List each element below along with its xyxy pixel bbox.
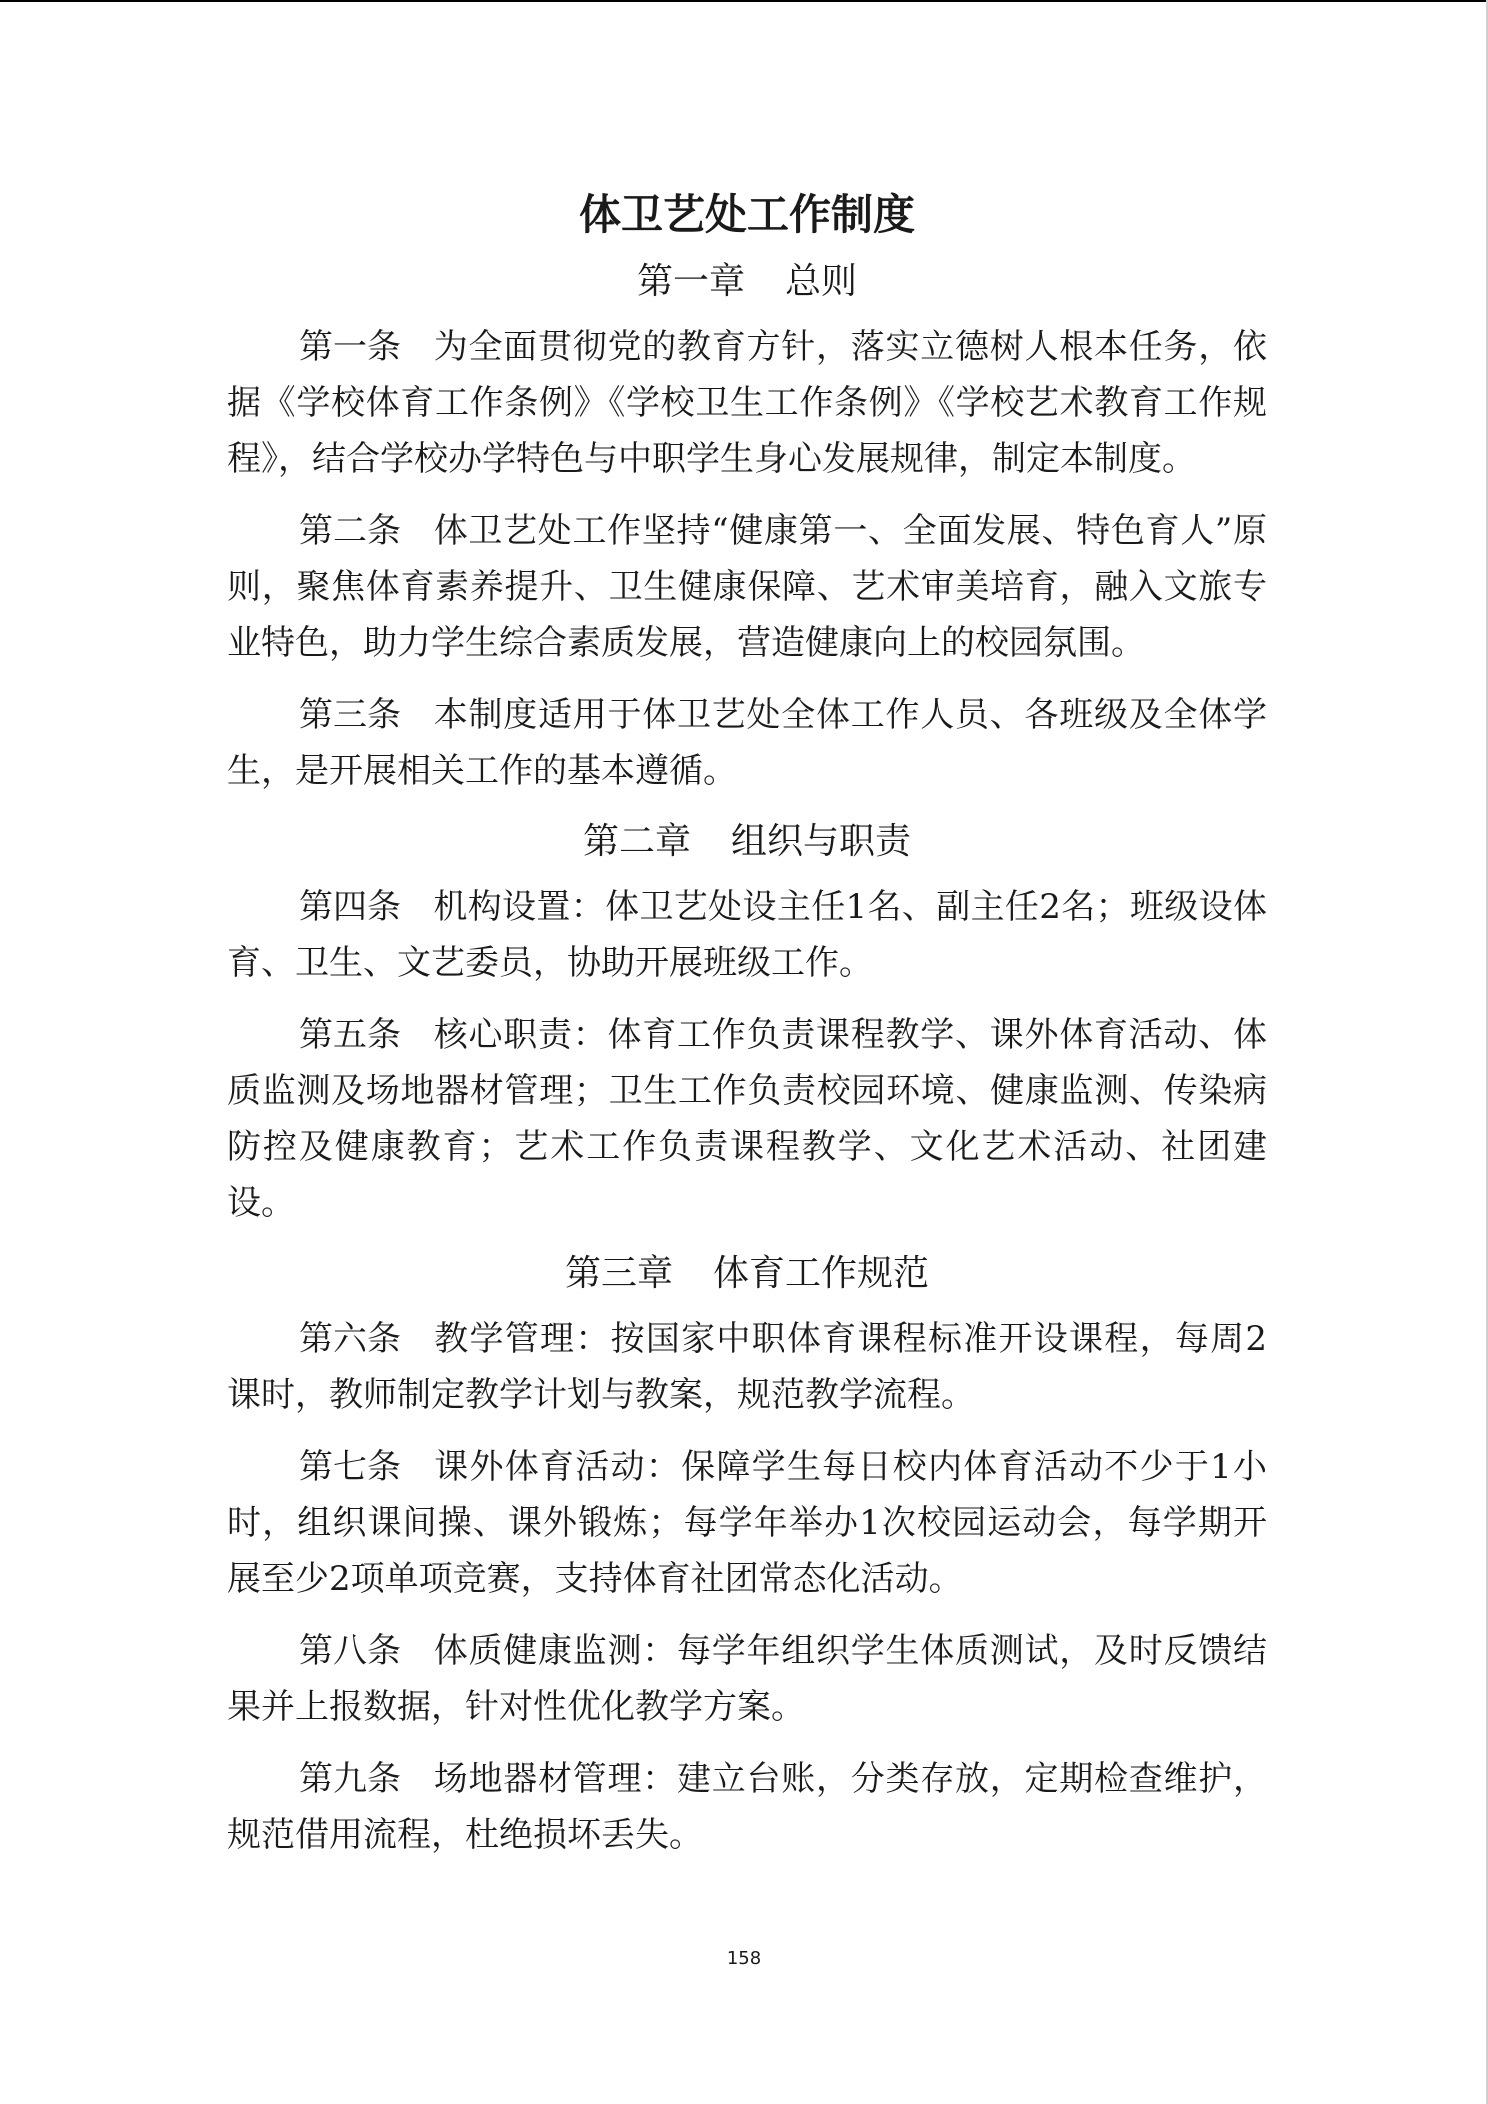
chapter-number: 第一章 <box>636 261 745 302</box>
article-text: 机构设置：体卫艺处设主任1名、副主任2名；班级设体育、卫生、文艺委员，协助开展班级工作。 <box>227 887 1267 983</box>
article-number: 第一条 <box>299 327 401 367</box>
page-number: 158 <box>726 1948 762 1969</box>
article <box>227 1623 1267 1735</box>
article <box>227 1311 1267 1423</box>
article <box>227 503 1267 671</box>
article <box>227 319 1267 487</box>
article-number: 第三条 <box>299 695 401 735</box>
article <box>227 879 1267 991</box>
chapter-title: 总则 <box>785 261 858 302</box>
article <box>227 1751 1267 1863</box>
article-number: 第四条 <box>299 887 401 927</box>
article <box>227 1007 1267 1231</box>
article-number: 第八条 <box>299 1631 401 1671</box>
chapter-number: 第二章 <box>582 821 691 862</box>
chapter-heading <box>227 255 1267 309</box>
article <box>227 1439 1267 1607</box>
article-number: 第二条 <box>299 511 401 551</box>
article-number: 第五条 <box>299 1015 401 1055</box>
chapter-title: 体育工作规范 <box>713 1253 930 1294</box>
chapter-heading <box>227 1247 1267 1301</box>
top-border-line <box>0 0 1488 2</box>
article-text: 课外体育活动：保障学生每日校内体育活动不少于1小时，组织课间操、课外锻炼；每学年举办1次校园运动会，每学期开展至少2项单项竞赛，支持体育社团常态化活动。 <box>227 1447 1267 1599</box>
article-text: 本制度适用于体卫艺处全体工作人员、各班级及全体学生，是开展相关工作的基本遵循。 <box>227 695 1267 791</box>
article-number: 第七条 <box>299 1447 401 1487</box>
article-text: 体质健康监测：每学年组织学生体质测试，及时反馈结果并上报数据，针对性优化教学方案。 <box>227 1631 1267 1727</box>
article-number: 第六条 <box>299 1319 401 1359</box>
article-text: 场地器材管理：建立台账，分类存放，定期检查维护，规范借用流程，杜绝损坏丢失。 <box>227 1759 1267 1855</box>
chapter-heading <box>227 815 1267 869</box>
document-page <box>227 185 1267 1879</box>
article <box>227 687 1267 799</box>
document-title: 体卫艺处工作制度 <box>578 190 915 239</box>
article-text: 体卫艺处工作坚持“健康第一、全面发展、特色育人”原则，聚焦体育素养提升、卫生健康保障、艺术审美培育，融入文旅专业特色，助力学生综合素质发展，营造健康向上的校园氛围。 <box>227 511 1267 663</box>
article-number: 第九条 <box>299 1759 401 1799</box>
article-text: 为全面贯彻党的教育方针，落实立德树人根本任务，依据《学校体育工作条例》《学校卫生工作条例》《学校艺术教育工作规程》，结合学校办学特色与中职学生身心发展规律，制定本制度。 <box>227 327 1267 479</box>
article-text: 核心职责：体育工作负责课程教学、课外体育活动、体质监测及场地器材管理；卫生工作负责校园环境、健康监测、传染病防控及健康教育；艺术工作负责课程教学、文化艺术活动、社团建设。 <box>227 1015 1267 1223</box>
chapter-title: 组织与职责 <box>731 821 912 862</box>
chapter-number: 第三章 <box>564 1253 673 1294</box>
article-text: 教学管理：按国家中职体育课程标准开设课程，每周2课时，教师制定教学计划与教案，规范教学流程。 <box>227 1319 1267 1415</box>
